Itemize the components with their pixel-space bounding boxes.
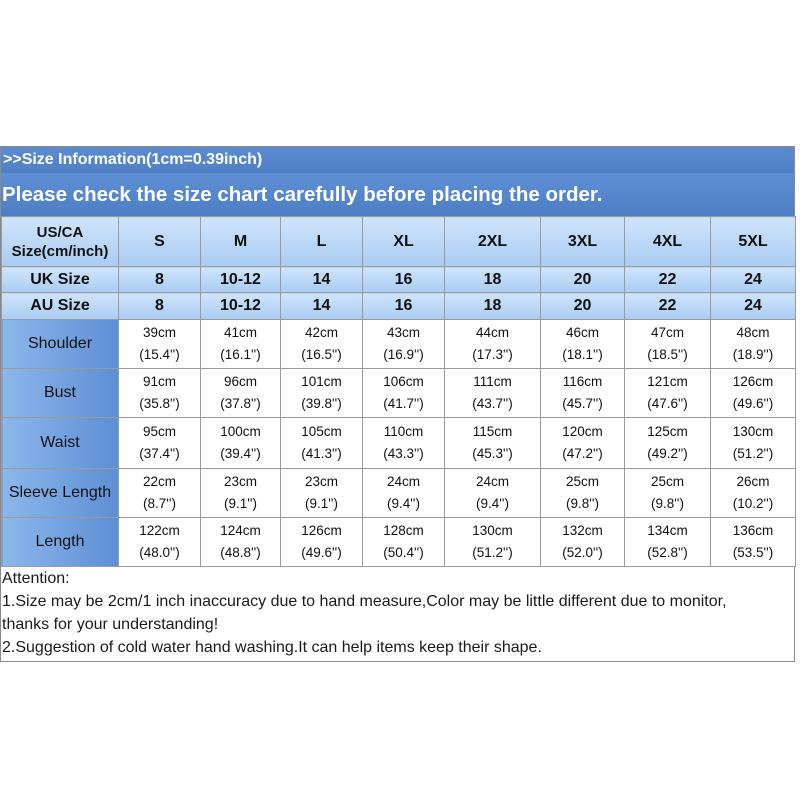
measurement-cell [119, 469, 201, 518]
uk-size-value: 18 [445, 267, 541, 293]
attention-notes [1, 567, 794, 659]
au-size-value: 16 [363, 293, 445, 320]
note-line-2: thanks for your understanding! [2, 616, 219, 633]
inch-value: (17.3'') [472, 347, 513, 362]
measurement-cell [119, 320, 201, 369]
measurement-row [2, 469, 796, 518]
cm-value: 126cm [301, 523, 342, 538]
inch-value: (43.7'') [472, 396, 513, 411]
note-line-1: 1.Size may be 2cm/1 inch inaccuracy due to hand measure,Color may be little different due to monitor, [2, 593, 727, 610]
size-column-header: L [281, 217, 363, 267]
size-label-line2: Size(cm/inch) [11, 242, 109, 260]
uk-size-value: 24 [711, 267, 796, 293]
cm-value: 111cm [473, 374, 512, 389]
inch-value: (9.8'') [651, 496, 684, 511]
size-label-cell [2, 217, 119, 267]
inch-value: (51.2'') [472, 545, 513, 560]
inch-value: (51.2'') [732, 446, 774, 461]
cm-value: 24cm [386, 474, 420, 489]
inch-value: (41.7'') [383, 396, 424, 411]
cm-value: 115cm [472, 424, 513, 439]
inch-value: (49.6'') [301, 545, 342, 560]
cm-value: 42cm [304, 325, 338, 340]
cm-value: 101cm [301, 374, 342, 389]
measurement-cell [363, 369, 445, 418]
cm-value: 120cm [562, 424, 603, 439]
measurement-label: Bust [2, 369, 119, 418]
inch-value: (53.5'') [732, 545, 774, 560]
inch-value: (16.5'') [301, 347, 342, 362]
size-column-header: 5XL [711, 217, 796, 267]
cm-value: 96cm [223, 374, 257, 389]
cm-value: 48cm [736, 325, 770, 340]
measurement-cell [445, 418, 541, 469]
measurement-cell [119, 418, 201, 469]
inch-value: (45.7'') [562, 396, 603, 411]
inch-value: (8.7'') [143, 496, 176, 511]
measurement-cell [445, 320, 541, 369]
size-info-banner: >>Size Information(1cm=0.39inch) [1, 147, 794, 173]
inch-value: (43.3'') [383, 446, 424, 461]
uk-size-value: 22 [625, 267, 711, 293]
measurement-cell [711, 418, 796, 469]
size-column-header: XL [363, 217, 445, 267]
cm-value: 106cm [383, 374, 424, 389]
cm-value: 124cm [220, 523, 261, 538]
cm-value: 23cm [223, 474, 257, 489]
cm-value: 39cm [142, 325, 176, 340]
inch-value: (37.8'') [220, 396, 261, 411]
cm-value: 41cm [223, 325, 257, 340]
cm-value: 116cm [562, 374, 603, 389]
cm-value: 47cm [650, 325, 684, 340]
size-header-row [2, 217, 796, 267]
measurement-cell [363, 320, 445, 369]
inch-value: (39.4'') [220, 446, 261, 461]
cm-value: 24cm [475, 474, 509, 489]
measurement-cell [363, 518, 445, 567]
size-column-header: M [201, 217, 281, 267]
inch-value: (52.0'') [562, 545, 603, 560]
inch-value: (16.1'') [220, 347, 261, 362]
size-column-header: S [119, 217, 201, 267]
inch-value: (47.2'') [562, 446, 603, 461]
measurement-row [2, 518, 796, 567]
measurement-cell [625, 320, 711, 369]
measurement-cell [445, 469, 541, 518]
au-size-value: 24 [711, 293, 796, 320]
measurement-cell [363, 418, 445, 469]
cm-value: 130cm [472, 523, 513, 538]
measurement-cell [541, 320, 625, 369]
cm-value: 125cm [647, 424, 688, 439]
measurement-row [2, 320, 796, 369]
measurement-cell [541, 518, 625, 567]
cm-value: 25cm [565, 474, 599, 489]
note-line-3: 2.Suggestion of cold water hand washing.It can help items keep their shape. [2, 639, 542, 656]
cm-value: 130cm [732, 424, 774, 439]
cm-value: 136cm [732, 523, 774, 538]
inch-value: (41.3'') [301, 446, 342, 461]
inch-value: (49.6'') [732, 396, 774, 411]
measurement-cell [541, 369, 625, 418]
measurement-cell [281, 320, 363, 369]
measurement-cell [281, 469, 363, 518]
size-table [1, 216, 796, 567]
uk-size-row [2, 267, 796, 293]
cm-value: 22cm [142, 474, 176, 489]
cm-value: 128cm [383, 523, 424, 538]
cm-value: 26cm [736, 474, 770, 489]
measurement-cell [119, 369, 201, 418]
inch-value: (9.4'') [387, 496, 420, 511]
au-size-label: AU Size [2, 293, 119, 320]
measurement-cell [119, 518, 201, 567]
au-size-value: 14 [281, 293, 363, 320]
size-chart-sheet [0, 146, 795, 662]
measurement-label: Sleeve Length [2, 469, 119, 518]
inch-value: (16.9'') [383, 347, 424, 362]
measurement-cell [541, 469, 625, 518]
inch-value: (9.4'') [476, 496, 509, 511]
inch-value: (18.5'') [647, 347, 688, 362]
cm-value: 105cm [301, 424, 342, 439]
measurement-cell [201, 320, 281, 369]
cm-value: 43cm [386, 325, 420, 340]
inch-value: (9.8'') [566, 496, 599, 511]
measurement-cell [711, 518, 796, 567]
au-size-row [2, 293, 796, 320]
cm-value: 121cm [647, 374, 688, 389]
cm-value: 132cm [562, 523, 603, 538]
au-size-value: 10-12 [201, 293, 281, 320]
cm-value: 91cm [142, 374, 176, 389]
attention-title: Attention: [2, 570, 70, 587]
measurement-row [2, 418, 796, 469]
size-column-header: 4XL [625, 217, 711, 267]
uk-size-value: 16 [363, 267, 445, 293]
cm-value: 126cm [732, 374, 774, 389]
uk-size-label: UK Size [2, 267, 119, 293]
measurement-cell [711, 369, 796, 418]
measurement-cell [625, 518, 711, 567]
cm-value: 110cm [383, 424, 424, 439]
measurement-cell [445, 518, 541, 567]
inch-value: (15.4'') [139, 347, 180, 362]
measurement-cell [281, 369, 363, 418]
au-size-value: 20 [541, 293, 625, 320]
size-column-header: 2XL [445, 217, 541, 267]
inch-value: (47.6'') [647, 396, 688, 411]
measurement-cell [711, 469, 796, 518]
au-size-value: 18 [445, 293, 541, 320]
measurement-cell [201, 518, 281, 567]
measurement-cell [363, 469, 445, 518]
cm-value: 100cm [220, 424, 261, 439]
measurement-cell [201, 418, 281, 469]
measurement-cell [625, 369, 711, 418]
uk-size-value: 14 [281, 267, 363, 293]
measurement-label: Waist [2, 418, 119, 469]
measurement-cell [625, 418, 711, 469]
cm-value: 46cm [565, 325, 599, 340]
inch-value: (39.8'') [301, 396, 342, 411]
inch-value: (49.2'') [647, 446, 688, 461]
inch-value: (10.2'') [732, 496, 774, 511]
cm-value: 122cm [139, 523, 180, 538]
cm-value: 134cm [647, 523, 688, 538]
inch-value: (37.4'') [139, 446, 180, 461]
inch-value: (9.1'') [305, 496, 338, 511]
inch-value: (52.8'') [647, 545, 688, 560]
measurement-cell [711, 320, 796, 369]
au-size-value: 22 [625, 293, 711, 320]
cm-value: 44cm [475, 325, 509, 340]
uk-size-value: 20 [541, 267, 625, 293]
size-label-line1: US/CA [36, 223, 84, 241]
measurement-cell [541, 418, 625, 469]
cm-value: 95cm [142, 424, 176, 439]
measurement-row [2, 369, 796, 418]
check-size-banner: Please check the size chart carefully before placing the order. [1, 173, 794, 216]
au-size-value: 8 [119, 293, 201, 320]
uk-size-value: 8 [119, 267, 201, 293]
measurement-cell [445, 369, 541, 418]
inch-value: (9.1'') [224, 496, 257, 511]
measurement-cell [201, 369, 281, 418]
inch-value: (48.0'') [139, 545, 180, 560]
measurement-cell [281, 418, 363, 469]
inch-value: (18.1'') [562, 347, 603, 362]
measurement-cell [281, 518, 363, 567]
inch-value: (50.4'') [383, 545, 424, 560]
inch-value: (48.8'') [220, 545, 261, 560]
size-table-body [2, 217, 796, 567]
inch-value: (18.9'') [732, 347, 774, 362]
measurement-cell [201, 469, 281, 518]
uk-size-value: 10-12 [201, 267, 281, 293]
inch-value: (35.8'') [139, 396, 180, 411]
measurement-cell [625, 469, 711, 518]
size-column-header: 3XL [541, 217, 625, 267]
inch-value: (45.3'') [472, 446, 513, 461]
measurement-label: Length [2, 518, 119, 567]
measurement-label: Shoulder [2, 320, 119, 369]
cm-value: 23cm [304, 474, 338, 489]
cm-value: 25cm [650, 474, 684, 489]
